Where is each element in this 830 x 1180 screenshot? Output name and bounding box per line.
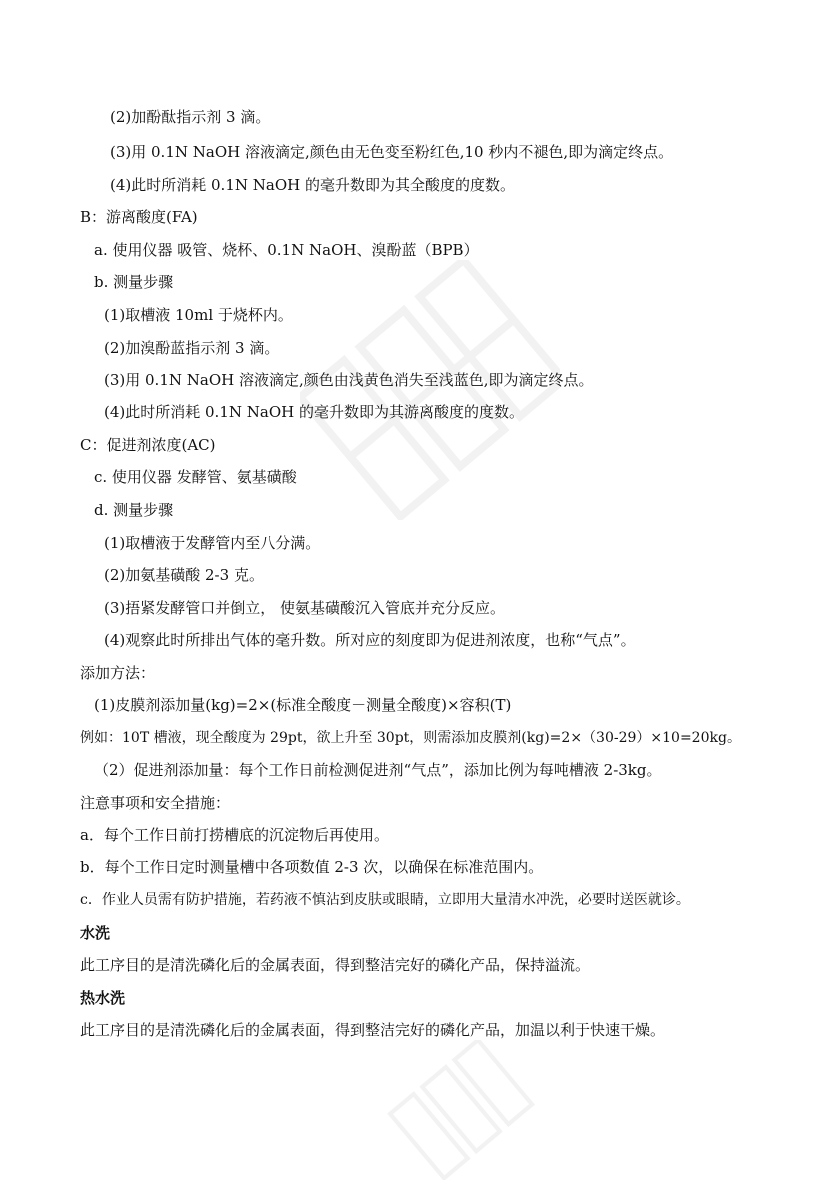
paragraph-line: (3)用 0.1N NaOH 溶液滴定,颜色由浅黄色消失至浅蓝色,即为滴定终点。 <box>104 371 594 389</box>
paragraph-line: (3)用 0.1N NaOH 溶液滴定,颜色由无色变至粉红色,10 秒内不褪色,即为滴定终点。 <box>110 143 674 161</box>
paragraph-line: 例如：10T 槽液，现全酸度为 29pt，欲上升至 30pt，则需添加皮膜剂(kg)=2×（30-29）×10=20kg。 <box>80 730 741 746</box>
paragraph-line: (1)取槽液 10ml 于烧杯内。 <box>104 306 293 324</box>
section-heading: 热水洗 <box>80 989 126 1007</box>
paragraph-line: (2)加氨基磺酸 2-3 克。 <box>104 566 264 584</box>
paragraph-line: (3)捂紧发酵管口并倒立， 使氨基磺酸沉入管底并充分反应。 <box>104 599 506 617</box>
paragraph-line: (2)加溴酚蓝指示剂 3 滴。 <box>104 339 280 357</box>
paragraph-line: (4)此时所消耗 0.1N NaOH 的毫升数即为其游离酸度的度数。 <box>104 403 524 421</box>
section-heading: B：游离酸度(FA) <box>80 208 198 226</box>
paragraph-line: d. 测量步骤 <box>94 501 174 519</box>
paragraph-line: (4)此时所消耗 0.1N NaOH 的毫升数即为其全酸度的度数。 <box>110 176 515 194</box>
paragraph-line: b. 测量步骤 <box>94 273 174 291</box>
paragraph-line: c. 使用仪器 发酵管、氨基磺酸 <box>94 468 297 486</box>
paragraph-line: (2)加酚酞指示剂 3 滴。 <box>110 108 271 126</box>
paragraph-line: (4)观察此时所排出气体的毫升数。所对应的刻度即为促进剂浓度，也称“气点”。 <box>104 631 636 649</box>
paragraph-line: 注意事项和安全措施： <box>80 794 231 812</box>
paragraph-line: （2）促进剂添加量：每个工作日前检测促进剂“气点”，添加比例为每吨槽液 2-3kg。 <box>94 761 662 779</box>
paragraph-line: 添加方法： <box>80 664 156 682</box>
paragraph-line: c．作业人员需有防护措施，若药液不慎沾到皮肤或眼睛，立即用大量清水冲洗，必要时送医就诊。 <box>80 892 690 908</box>
paragraph-line: b．每个工作日定时测量槽中各项数值 2-3 次，以确保在标准范围内。 <box>80 858 544 876</box>
watermark-graphic-2 <box>380 1040 540 1180</box>
paragraph-line: a. 使用仪器 吸管、烧杯、0.1N NaOH、溴酚蓝（BPB） <box>94 241 479 259</box>
paragraph-line: 此工序目的是清洗磷化后的金属表面，得到整洁完好的磷化产品，加温以利于快速干燥。 <box>80 1021 666 1039</box>
watermark-graphic <box>300 260 560 520</box>
section-heading: 水洗 <box>80 924 111 942</box>
paragraph-line: a．每个工作日前打捞槽底的沉淀物后再使用。 <box>80 826 389 844</box>
paragraph-line: 此工序目的是清洗磷化后的金属表面，得到整洁完好的磷化产品，保持溢流。 <box>80 956 591 974</box>
section-heading: C：促进剂浓度(AC) <box>80 436 216 454</box>
paragraph-line: (1)取槽液于发酵管内至八分满。 <box>104 534 321 552</box>
paragraph-line: (1)皮膜剂添加量(kg)=2×(标准全酸度－测量全酸度)×容积(T) <box>94 696 512 714</box>
